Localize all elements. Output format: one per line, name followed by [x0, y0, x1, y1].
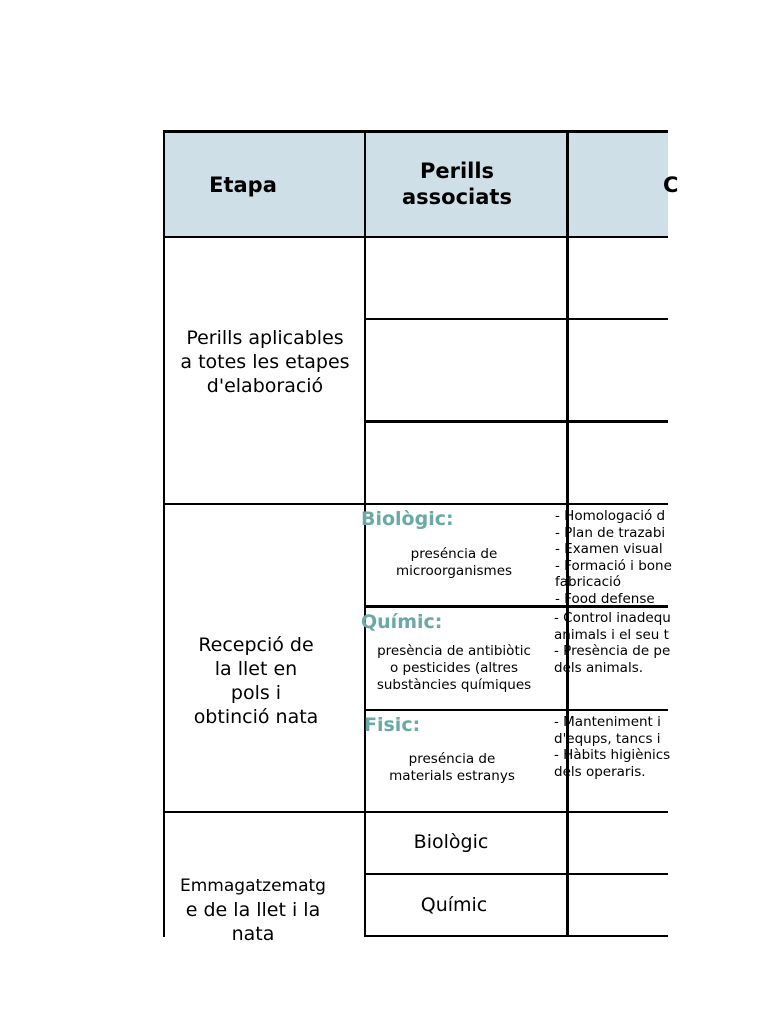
- hazard-chem-desc-line: o pesticides (altres: [389, 660, 519, 676]
- hazard-chem-desc-line: presència de antibiòtic: [377, 643, 531, 659]
- row-divider: [366, 318, 668, 320]
- control-line: dels animals.: [554, 659, 644, 676]
- stage-general: [166, 326, 364, 398]
- hazard-phys-controls: [554, 714, 670, 780]
- header-perills-associats: [366, 158, 548, 210]
- control-line: - Homologació d: [555, 508, 666, 524]
- control-line: - Manteniment i: [554, 714, 661, 730]
- storage-bio: Biològic: [413, 831, 489, 853]
- control-line: - Food defense: [555, 590, 655, 607]
- stage-general-line: Perills aplicables: [186, 327, 344, 349]
- control-line: - Control inadequ: [554, 610, 671, 626]
- stage-storage-line: nata: [231, 923, 275, 945]
- stage-storage-line: e de la llet i la: [185, 899, 321, 921]
- column-divider: [364, 130, 366, 937]
- hazard-bio-desc-line: presénсia de: [410, 546, 498, 562]
- control-line: - Plan de trazabi: [555, 524, 666, 541]
- hazard-chem-desc-line: substàncies químiques: [376, 677, 532, 693]
- row-divider: [366, 873, 668, 875]
- stage-reception-line: pols i: [230, 682, 282, 704]
- hazard-phys-desc-line: materials estranys: [389, 768, 515, 784]
- row-divider: [164, 811, 668, 813]
- stage-reception-line: la llet en: [214, 658, 298, 680]
- header-col3-partial: C: [663, 173, 679, 197]
- stage-general-line: d'elaboració: [206, 375, 324, 397]
- header-etapa: Etapa: [209, 173, 277, 197]
- control-line: - Formació i bone: [555, 557, 672, 574]
- hazard-bio-desc: [366, 546, 542, 580]
- table-top-border: [164, 130, 668, 133]
- table-left-border: [163, 130, 165, 937]
- hazard-chem-controls: [554, 610, 671, 676]
- hazard-chem-desc: [366, 643, 542, 694]
- control-line: d'equps, tancs i: [554, 730, 661, 747]
- control-line: - Presència de pe: [554, 643, 671, 659]
- row-divider: [366, 935, 668, 937]
- control-line: animals i el seu t: [554, 626, 669, 643]
- hazard-bio-label: Biològic:: [361, 508, 454, 530]
- stage-storage-line: Emmagatzematg: [180, 876, 326, 896]
- hazard-chem-label: Químic:: [361, 611, 443, 633]
- stage-reception-line: obtinció nata: [193, 706, 319, 728]
- stage-reception-line: Recepció de: [198, 634, 314, 656]
- header-perills-line2: associats: [402, 185, 512, 209]
- stage-storage: [166, 874, 340, 946]
- row-divider: [164, 503, 668, 505]
- hazard-phys-desc-line: presénсia de: [408, 751, 496, 767]
- row-divider: [366, 709, 668, 711]
- stage-reception: [166, 633, 346, 729]
- hazard-phys-desc: [366, 751, 538, 785]
- control-line: fabricació: [555, 574, 622, 590]
- hazard-bio-controls: [555, 508, 672, 607]
- header-perills-line1: Perills: [419, 159, 495, 183]
- hazard-phys-label: Fisic:: [364, 714, 421, 736]
- stage-general-line: a totes les etapes: [180, 351, 350, 373]
- header-bottom-border: [164, 236, 668, 238]
- control-line: - Examen visual: [555, 541, 663, 557]
- storage-chem: Químic: [420, 894, 488, 916]
- control-line: - Hàbits higiènics: [554, 747, 671, 763]
- hazard-bio-desc-line: microorganismes: [395, 563, 513, 579]
- control-line: dels operaris.: [554, 763, 646, 780]
- row-divider: [366, 420, 668, 423]
